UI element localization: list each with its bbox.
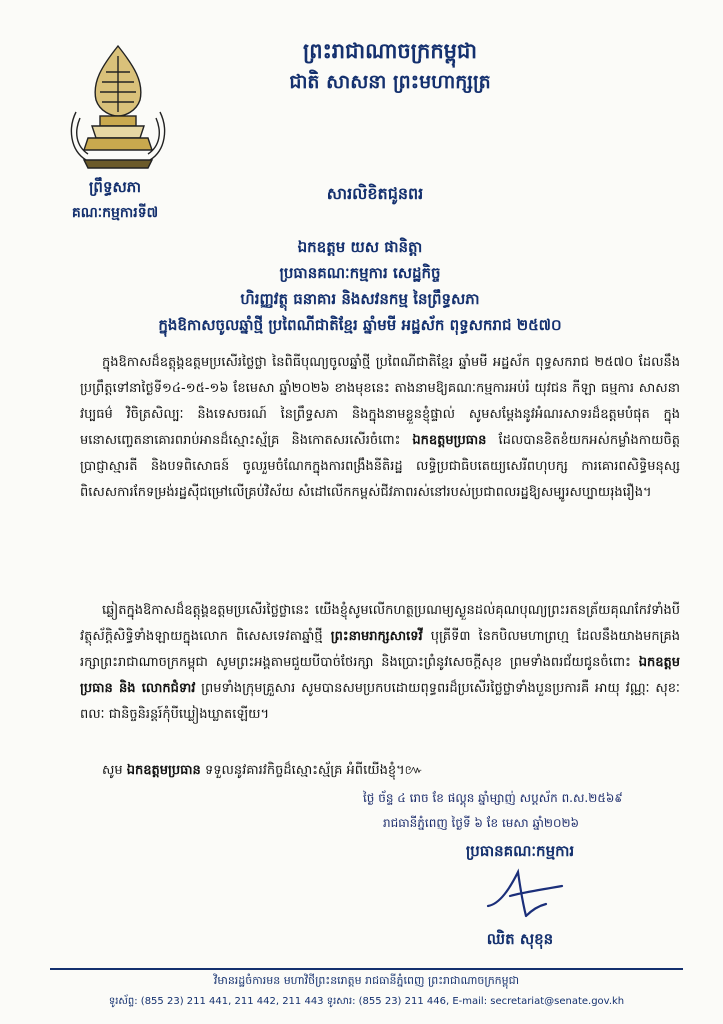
footer-address: វិមានរដ្ឋចំការមន មហាវិថីព្រះនរោត្តម រាជធានីភ្នំពេញ ព្រះរាជាណាចក្រកម្ពុជា — [213, 974, 520, 987]
emphasis-text: ព្រះនាមរាក្សសាទេវី — [330, 629, 423, 644]
paragraph-text: ដែលបានខិតខំយកអស់កម្លាំងកាយចិត្ត ប្រាជ្ញាស្មារតី និងបទពិសោធន៍ ចូលរួមចំណែកក្នុងការពង្រឹងនីតិរដ្ឋ លទ្ធិប្រជាធិបតេយ្យសេរីពហុបក្ស ការគោរពសិទ្ធិមនុស្ស ពិសេសការកែទម្រង់រដ្ឋស៊ីជម្រៅលើគ្រប់វិស័យ សំដៅលើកកម្ពស់ជីវភាពរស់នៅរបស់ប្រជាពលរដ្ឋឱ្យសម្បូរសប្បាយរុងរឿង។ — [80, 433, 680, 500]
paragraph-text: ព្រមទាំងក្រុមគ្រួសារ សូមបានសមប្រកបដោយពុទ្ធពរដ៏ប្រសើរថ្លៃថ្លាទាំងបួនប្រការគឺ អាយុ វណ្ណៈ សុខៈ ពលៈ ជានិច្ចនិរន្តរ៍កុំបីឃ្លៀងឃ្លាតឡើយ។ — [80, 681, 680, 722]
emphasis-text: ឯកឧត្តមប្រធាន — [126, 763, 201, 778]
committee-name: គណៈកម្មការទី៧ — [71, 205, 159, 221]
paragraph-text: បុត្រីទី៣ នៃកបិលមហាព្រហ្ម ដែលនឹងយាងមកគ្រងរក្សាព្រះរាជាណាចក្រកម្ពុជា សូមព្រះអង្គតាមជួយបីបាច់ថែរក្សា និងប្រោះព្រំនូវសេចក្តីសុខ ព្រមទាំងពរជ័យជូនចំពោះ — [80, 629, 681, 670]
occasion-line: ក្នុងឱកាសចូលឆ្នាំថ្មី ប្រពៃណីជាតិខ្មែរ ឆ្នាំមមី អដ្ឋស័ក ពុទ្ធសករាជ ២៥៧០ — [158, 316, 562, 334]
emphasis-text: ឯកឧត្តមប្រធាន — [412, 433, 487, 448]
national-motto: ជាតិ សាសនា ព្រះមហាក្សត្រ — [289, 71, 491, 93]
emphasis-text: ឯកឧត្តមប្រធាន និង លោកជំទាវ — [80, 655, 680, 696]
footer-contact: ទូរស័ព្ទ: (855 23) 211 441, 211 442, 211 443 ទូរសារ: (855 23) 211 446, E-mail: secretariat@senate.gov.kh — [108, 996, 625, 1007]
handwritten-signature-icon — [480, 866, 570, 924]
kingdom-heading: ព្រះរាជាណាចក្រកម្ពុជា — [302, 38, 477, 63]
lunar-date: ថ្ងៃ ច័ន្ទ ៤ រោច ខែ ផល្គុន ឆ្នាំម្សាញ់ សប្តស័ក ព.ស.២៥៦៩ — [363, 791, 623, 805]
closing-text: ទទួលនូវគារវកិច្ចដ៏ស្មោះស្ម័គ្រ អំពីយើងខ្ញុំ។៚ — [204, 763, 424, 778]
addressee-title: ប្រធានគណៈកម្មការ សេដ្ឋកិច្ច — [279, 264, 441, 282]
addressee-name: ឯកឧត្តម យស ផានិត្តា — [297, 238, 423, 256]
footer-divider — [50, 968, 683, 970]
solar-date: រាជធានីភ្នំពេញ ថ្ងៃទី ៦ ខែ មេសា ឆ្នាំ២០២៦ — [383, 816, 580, 830]
addressee-committee: ហិរញ្ញវត្ថុ ធនាគារ និងសវនកម្ម នៃព្រឹទ្ធសភា — [240, 290, 480, 308]
closing-text: សូម — [102, 763, 123, 778]
org-name: ព្រឹទ្ធសភា — [88, 178, 142, 196]
royal-emblem-icon — [62, 42, 174, 172]
closing-line — [102, 762, 682, 781]
paragraph-text: ឆ្លៀតក្នុងឱកាសដ៏ឧត្តុង្គឧត្តមប្រសើរថ្លៃថ្លានេះ យើងខ្ញុំសូមលើកហត្ថប្រណម្យស្ងួនដល់គុណបុណ្យព្រះរតនត្រ័យគុណកែវទាំងបី វត្ថុស័ក្តិសិទ្ធិទាំងឡាយក្នុងលោក ពិសេសទេវតាឆ្នាំថ្មី — [80, 603, 680, 644]
signer-title: ប្រធានគណៈកម្មការ — [465, 842, 575, 860]
body-paragraph-2 — [80, 598, 680, 728]
body-paragraph-1 — [80, 350, 680, 506]
paragraph-text: ក្នុងឱកាសដ៏ឧត្តុង្គឧត្តមប្រសើរថ្លៃថ្លា នៃពិធីបុណ្យចូលឆ្នាំថ្មី ប្រពៃណីជាតិខ្មែរ ឆ្នាំមមី អដ្ឋស័ក ពុទ្ធសករាជ ២៥៧០ ដែលនឹងប្រព្រឹត្តទៅនាថ្ងៃទី១៤-១៥-១៦ ខែមេសា ឆ្នាំ២០២៦ ខាងមុខនេះ តាងនាមឱ្យគណៈកម្មការអប់រំ យុវជន កីឡា ធម្មការ សាសនា វប្បធម៌ វិចិត្រសិល្បៈ និងទេសចរណ៍ នៃព្រឹទ្ធសភា និងក្នុងនាមខ្លួនខ្ញុំផ្ទាល់ សូមសម្តែងនូវអំណរសាទរដ៏ឧត្តមបំផុត ក្នុងមនោសញ្ចេតនាគោរពរាប់អានដ៏ស្មោះស្ម័គ្រ និងកោតសរសើរចំពោះ — [80, 355, 680, 448]
document-type-heading: សារលិខិតជូនពរ — [326, 184, 424, 203]
signer-name: ឈិត សុខុន — [486, 930, 554, 948]
